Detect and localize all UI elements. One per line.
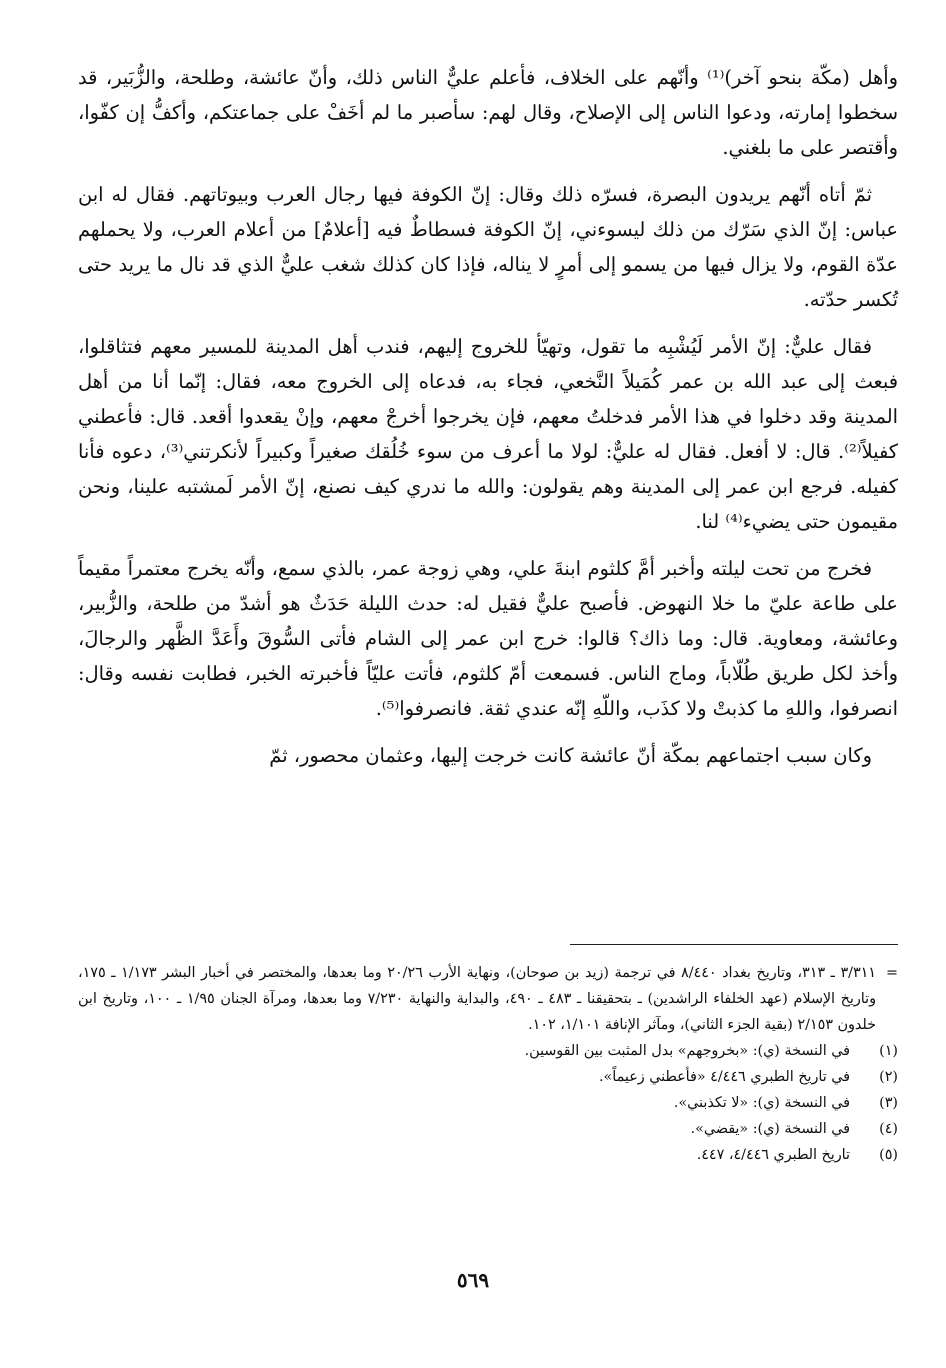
continuation-text: ٣/٣١١ ـ ٣١٣، وتاريخ بغداد ٨/٤٤٠ في ترجمة (زيد بن صوحان)، ونهاية الأرب ٢٠/٢٦ وما بعدها، والمختصر في أخبار البشر ١/١٧٣ ـ ١٧٥، وتاريخ الإسلام (عهد الخلفاء الراشدين) ـ بتحقيقنا ـ ٤٨٣ ـ ٤٩٠، والبداية والنهاية ٧/٢٣٠ وما بعدها، ومرآة الجنان ١/٩٥ ـ ١٠٠، وتاريخ ابن خلدون ٢/١٥٣ (بقية الجزء الثاني)، ومآثر الإنافة ١/١٠١، ١٠٢.	[78, 965, 877, 1033]
footnote-separator	[570, 944, 898, 945]
footnote-number: (٢)	[879, 1069, 898, 1085]
body-paragraph: ثمّ أتاه أنّهم يريدون البصرة، فسرّه ذلك وقال: إنّ الكوفة فيها رجال العرب وبيوتاتهم. فقال له ابن عباس: إنّ الذي سَرّك من ذلك ليسوءني، إنّ الكوفة فسطاطٌ فيه [أعلامٌ] من أعلام العرب، ولا يحملهم عدّة القوم، ولا يزال فيها من يسمو إلى أمرٍ لا يناله، فإذا كان كذلك شغب عليٌّ الذي قد نال ما يريد حتى تُكسر حدّته.	[78, 183, 898, 311]
body-paragraph: فخرج من تحت ليلته وأخبر أمَّ كلثوم ابنةَ علي، وهي زوجة عمر، بالذي سمع، وأنّه يخرج معتمراً مقيماً على طاعة عليّ ما خلا النهوض. فأصبح عليٌّ فقيل له: حدث الليلة حَدَثٌ هو أشدّ من طلحة، والزُّبير، وعائشة، ومعاوية. قال: وما ذاك؟ قالوا: خرج ابن عمر إلى الشام فأتى السُّوقَ وأَعَدَّ الظَّهر والرجالَ، وأخذ لكل طريق طُلّاباً، وماج الناس. فسمعت أمّ كلثوم، فأتت عليّاً فأخبرته الخبر، فطابت نفسه وقال: انصرفوا، واللهِ ما كذبتْ ولا كذَب، واللّهِ إنّه عندي ثقة. فانصرفوا⁽⁵⁾.	[78, 557, 898, 720]
footnote-number: (١)	[879, 1043, 898, 1059]
footnote	[78, 1038, 898, 1064]
footnote-text: في النسخة (ي): «بخروجهم» بدل المثبت بين القوسين.	[524, 1043, 850, 1059]
footnote-continuation	[78, 960, 898, 1038]
footnote-text: في النسخة (ي): «يقضي».	[690, 1121, 850, 1137]
footnote-text: تاريخ الطبري ٤/٤٤٦، ٤٤٧.	[696, 1147, 850, 1163]
footnote-number: (٣)	[879, 1095, 898, 1111]
main-text	[78, 60, 898, 785]
footnote	[78, 1116, 898, 1142]
footnote-number: (٤)	[879, 1121, 898, 1137]
footnote	[78, 1064, 898, 1090]
page-number: ٥٦٩	[456, 1268, 490, 1292]
footnote-text: في تاريخ الطبري ٤/٤٤٦ «فأعطني زعيماً».	[598, 1069, 850, 1085]
body-paragraph: فقال عليٌّ: إنّ الأمر لَيُشْبِه ما تقول، وتهيّأ للخروج إليهم، فندب أهل المدينة للمسير معهم فتثاقلوا، فبعث إلى عبد الله بن عمر كُمَيلاً النَّخعي، فجاء به، فدعاه إلى الخروج معه، فقال: إنّما أنا من أهل المدينة وقد دخلوا في هذا الأمر فدخلتُ معهم، فإن يخرجوا أخرجْ معهم، وإنْ يقعدوا أقعد. قال: فأعطني كفيلاً⁽²⁾. قال: لا أفعل. فقال له عليٌّ: لولا ما أعرف من سوء خُلُقك صغيراً وكبيراً لأنكرتني⁽³⁾، دعوه فأنا كفيله. فرجع ابن عمر إلى المدينة وهم يقولون: والله ما ندري كيف نصنع، إنّ الأمر لَمشتبه علينا، ونحن مقيمون حتى يضيء⁽⁴⁾ لنا.	[78, 335, 898, 533]
footnote-text: في النسخة (ي): «لا تكذبني».	[673, 1095, 850, 1111]
continuation-mark: =	[886, 965, 898, 981]
footnote-number: (٥)	[879, 1147, 898, 1163]
body-paragraph: وكان سبب اجتماعهم بمكّة أنّ عائشة كانت خرجت إليها، وعثمان محصور، ثمّ	[269, 744, 872, 767]
footnote	[78, 1142, 898, 1168]
footnotes	[78, 960, 898, 1168]
footnote	[78, 1090, 898, 1116]
body-paragraph: وأهل (مكّة بنحو آخر)⁽¹⁾ وأنّهم على الخلاف، فأعلم عليٌّ الناس ذلك، وأنّ عائشة، وطلحة، والزُّبَير، قد سخطوا إمارته، ودعوا الناس إلى الإصلاح، وقال لهم: سأصبر ما لم أخَفْ على جماعتكم، وأكفُّ إن كفّوا، وأقتصر على ما بلغني.	[78, 66, 898, 159]
